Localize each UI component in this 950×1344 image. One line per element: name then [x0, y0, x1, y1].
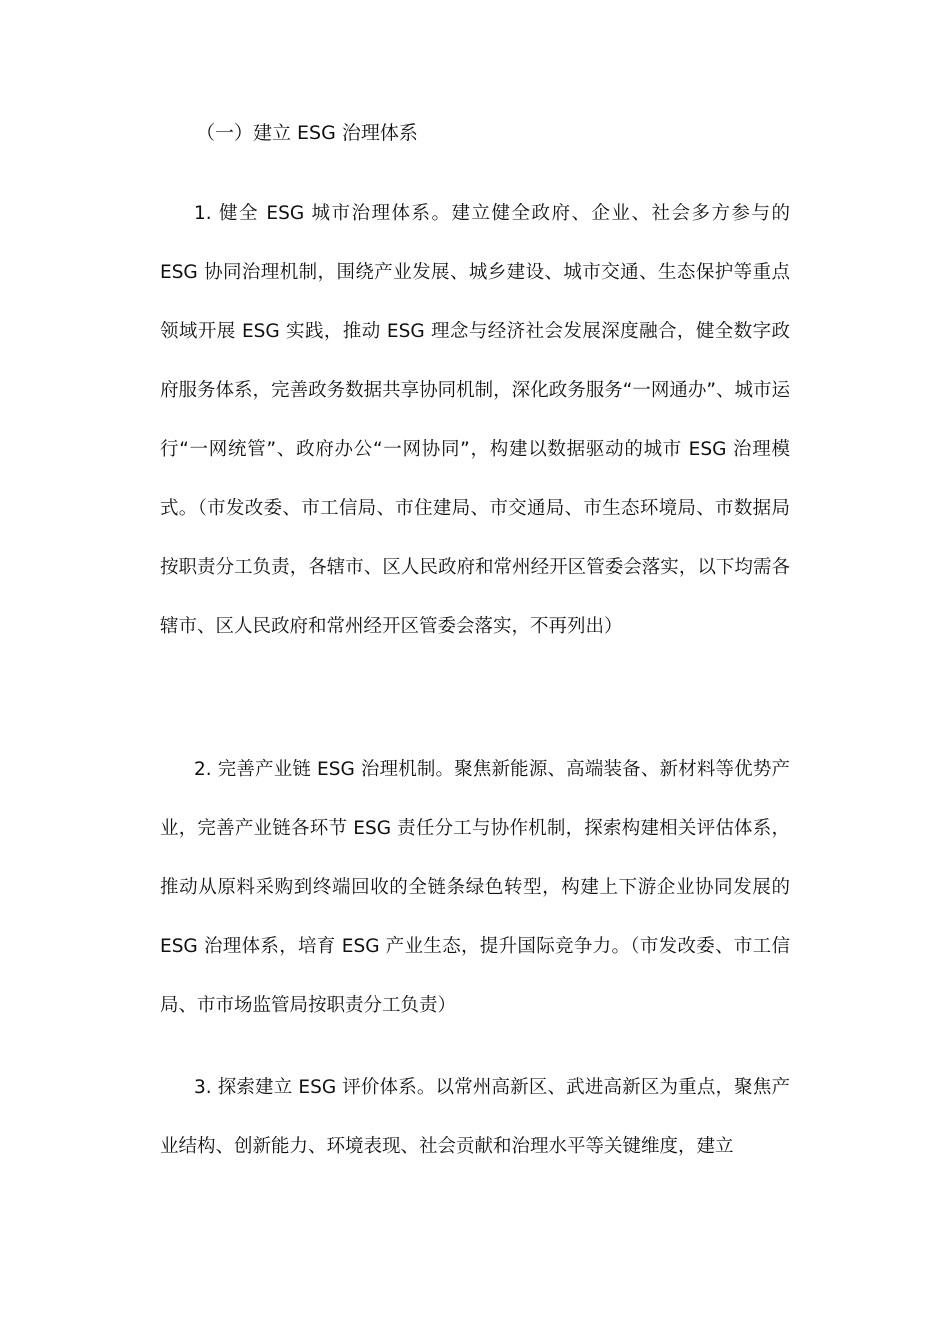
- paragraph-1: 1. 健全 ESG 城市治理体系。建立健全政府、企业、社会多方参与的 ESG 协同治理机制，围绕产业发展、城乡建设、城市交通、生态保护等重点领域开展 ESG 实践，推动 ESG 理念与经济社会发展深度融合，健全数字政府服务体系，完善政务数据共享协同机制，深化政务服务“一网通办”、城市运行“一网统管”、政府办公“一网协同”，构建以数据驱动的城市 ESG 治理模式。（市发改委、市工信局、市住建局、市交通局、市生态环境局、市数据局按职责分工负责，各辖市、区人民政府和常州经开区管委会落实，以下均需各辖市、区人民政府和常州经开区管委会落实，不再列出）: [160, 203, 790, 637]
- paragraph-3: 3. 探索建立 ESG 评价体系。以常州高新区、武进高新区为重点，聚焦产业结构、创新能力、环境表现、社会贡献和治理水平等关键维度，建立: [160, 1077, 790, 1157]
- section-heading: （一）建立 ESG 治理体系: [196, 122, 418, 144]
- paragraph-2: 2. 完善产业链 ESG 治理机制。聚焦新能源、高端装备、新材料等优势产业，完善产业链各环节 ESG 责任分工与协作机制，探索构建相关评估体系，推动从原料采购到终端回收的全链条绿色转型，构建上下游企业协同发展的 ESG 治理体系，培育 ESG 产业生态，提升国际竞争力。（市发改委、市工信局、市市场监管局按职责分工负责）: [160, 759, 790, 1016]
